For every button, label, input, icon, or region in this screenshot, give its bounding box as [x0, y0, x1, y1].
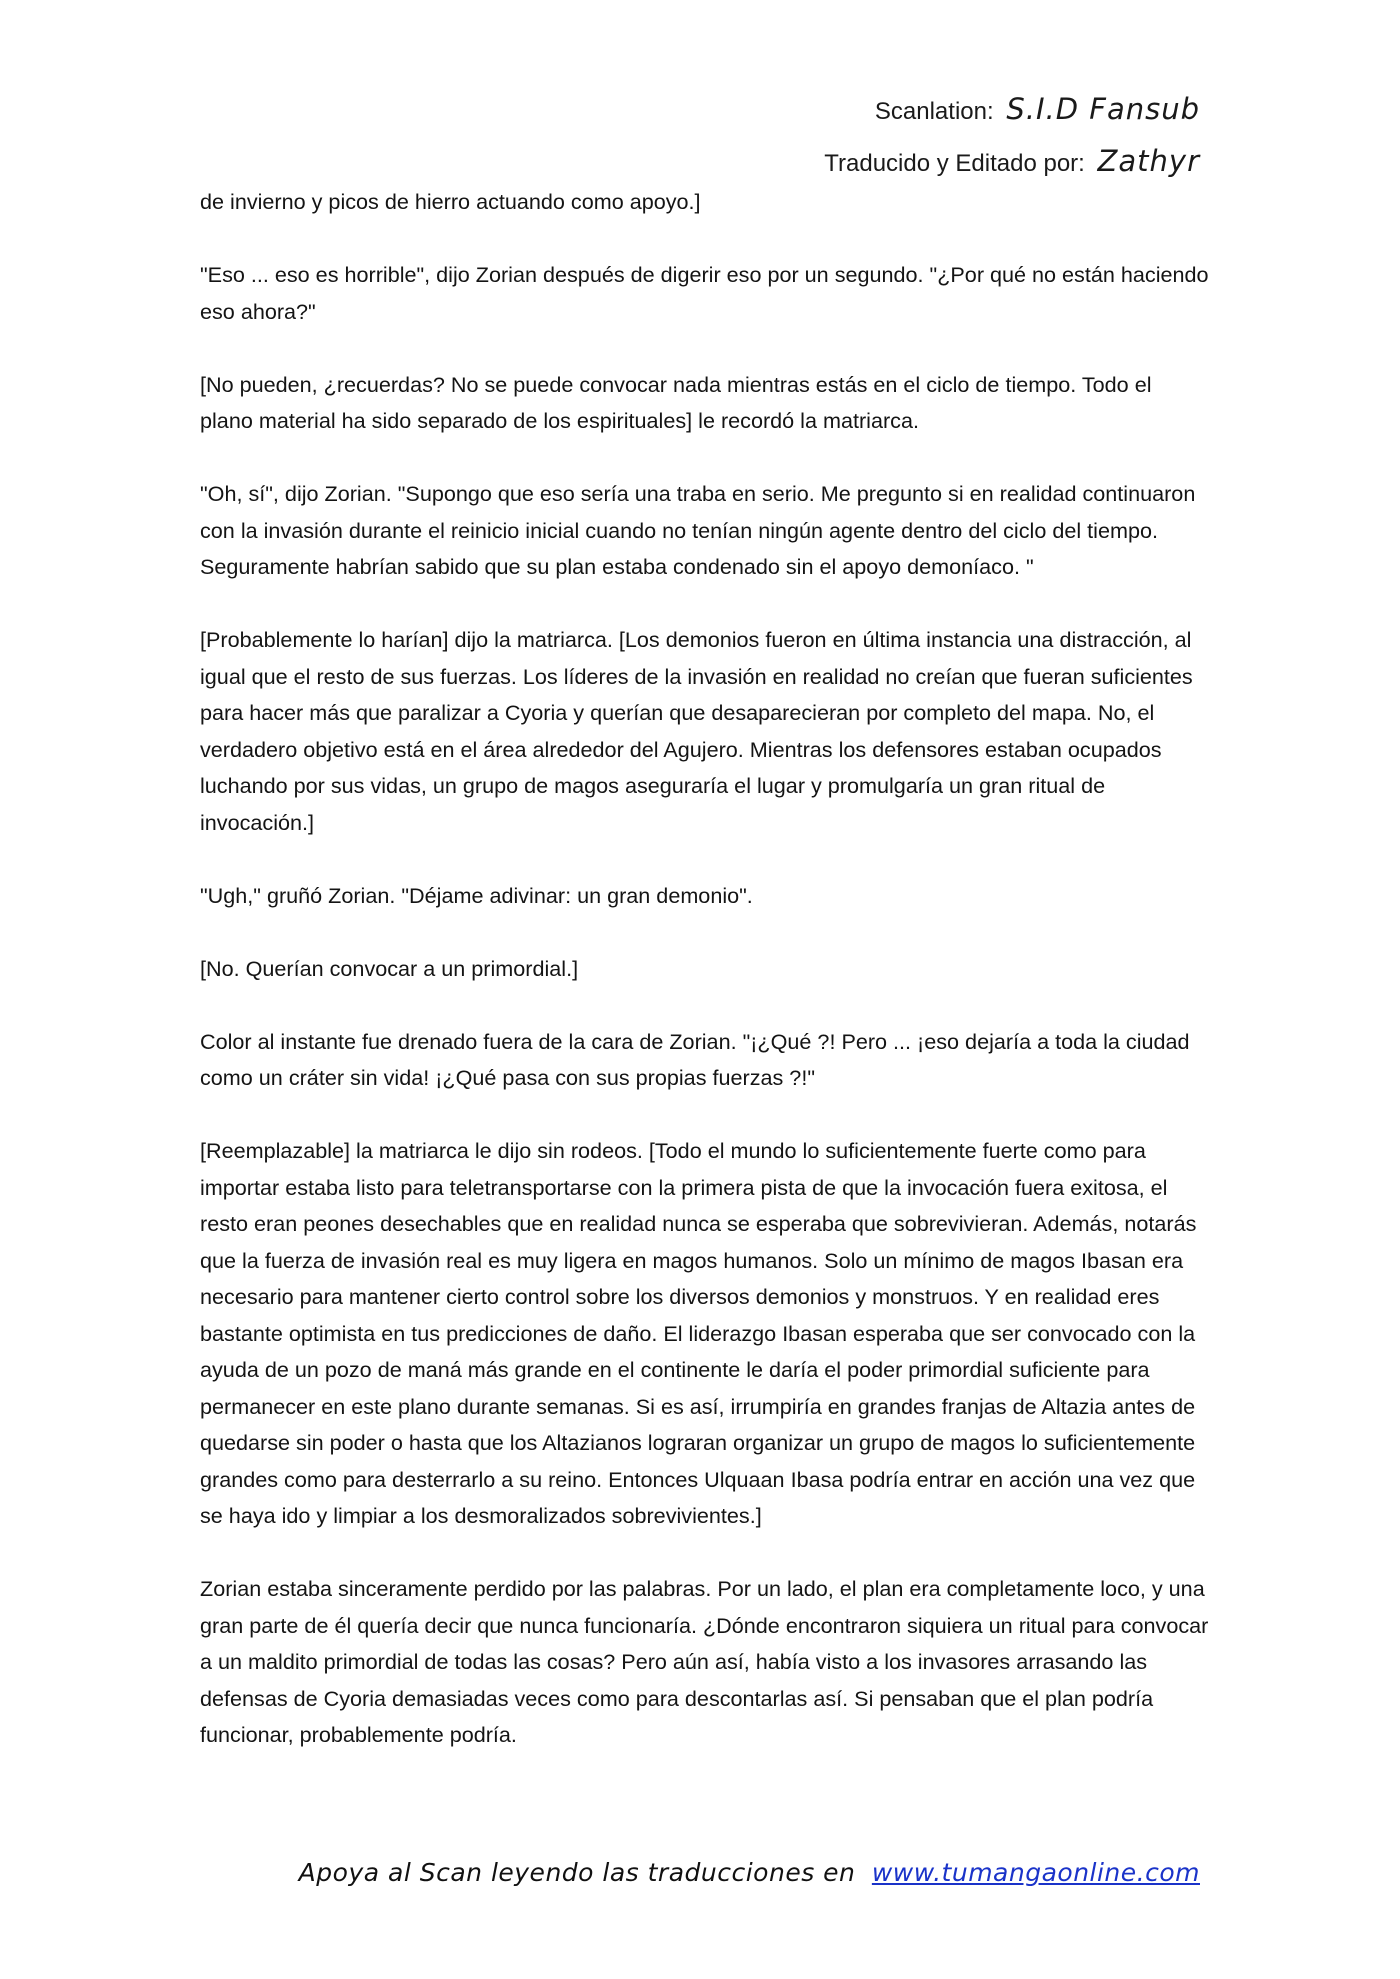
paragraph: Zorian estaba sinceramente perdido por las palabras. Por un lado, el plan era completamente loco, y una gran parte de él quería decir que nunca funcionaría. ¿Dónde encontraron siquiera un ritual para convocar a un maldito primordial de todas las cosas? Pero aún así, había visto a los invasores arrasando las defensas de Cyoria demasiadas veces como para descontarlas así. Si pensaban que el plan podría funcionar, probablemente podría.: [200, 1576, 1209, 1747]
paragraph: [Reemplazable] la matriarca le dijo sin rodeos. [Todo el mundo lo suficientemente fuerte como para importar estaba listo para teletransportarse con la primera pista de que la invocación fuera exitosa, el resto eran peones desechables que en realidad nunca se esperaba que sobrevivieran. Además, notarás que la fuerza de invasión real es muy ligera en magos humanos. Solo un mínimo de magos Ibasan era necesario para mantener cierto control sobre los diversos demonios y monstruos. Y en realidad eres bastante optimista en tus predicciones de daño. El liderazgo Ibasan esperaba que ser convocado con la ayuda de un pozo de maná más grande en el continente le daría el poder primordial suficiente para permanecer en este plano durante semanas. Si es así, irrumpiría en grandes franjas de Altazia antes de quedarse sin poder o hasta que los Altazianos lograran organizar un grupo de magos lo suficientemente grandes como para desterrarlo a su reino. Entonces Ulquaan Ibasa podría entrar en acción una vez que se haya ido y limpiar a los desmoralizados sobrevivientes.]: [200, 1138, 1197, 1528]
tumangaonline-link[interactable]: www.tumangaonline.com: [871, 1858, 1200, 1887]
translator-name: Zathyr: [1097, 144, 1200, 178]
support-footer: [299, 1858, 1200, 1887]
story-body: [200, 184, 1210, 1790]
translator-label: Traducido y Editado por:: [824, 150, 1085, 177]
paragraph: Color al instante fue drenado fuera de la cara de Zorian. "¡¿Qué ?! Pero ... ¡eso dejaría a toda la ciudad como un cráter sin vida! ¡¿Qué pasa con sus propias fuerzas ?!": [200, 1028, 1190, 1090]
paragraph: [No. Querían convocar a un primordial.]: [200, 955, 579, 981]
translator-credit: [824, 144, 1200, 178]
scanlation-label: Scanlation:: [874, 98, 994, 125]
scanlation-group-name: S.I.D Fansub: [1006, 92, 1200, 126]
footer-text: Apoya al Scan leyendo las traducciones en: [298, 1858, 856, 1887]
paragraph: "Eso ... eso es horrible", dijo Zorian después de digerir eso por un segundo. "¿Por qué no están haciendo eso ahora?": [200, 262, 1209, 324]
paragraph: [Probablemente lo harían] dijo la matriarca. [Los demonios fueron en última instancia una distracción, al igual que el resto de sus fuerzas. Los líderes de la invasión en realidad no creían que fueran suficientes para hacer más que paralizar a Cyoria y querían que desaparecieran por completo del mapa. No, el verdadero objetivo está en el área alrededor del Agujero. Mientras los defensores estaban ocupados luchando por sus vidas, un grupo de magos aseguraría el lugar y promulgaría un gran ritual de invocación.]: [200, 627, 1193, 835]
scanlation-credit: [875, 92, 1200, 126]
paragraph: [No pueden, ¿recuerdas? No se puede convocar nada mientras estás en el ciclo de tiempo. Todo el plano material ha sido separado de los espirituales] le recordó la matriarca.: [200, 371, 1152, 433]
paragraph: "Ugh," gruñó Zorian. "Déjame adivinar: un gran demonio".: [200, 882, 753, 908]
paragraph: "Oh, sí", dijo Zorian. "Supongo que eso sería una traba en serio. Me pregunto si en realidad continuaron con la invasión durante el reinicio inicial cuando no tenían ningún agente dentro del ciclo del tiempo. Seguramente habrían sabido que su plan estaba condenado sin el apoyo demoníaco. ": [200, 481, 1196, 579]
paragraph: de invierno y picos de hierro actuando como apoyo.]: [200, 189, 701, 214]
